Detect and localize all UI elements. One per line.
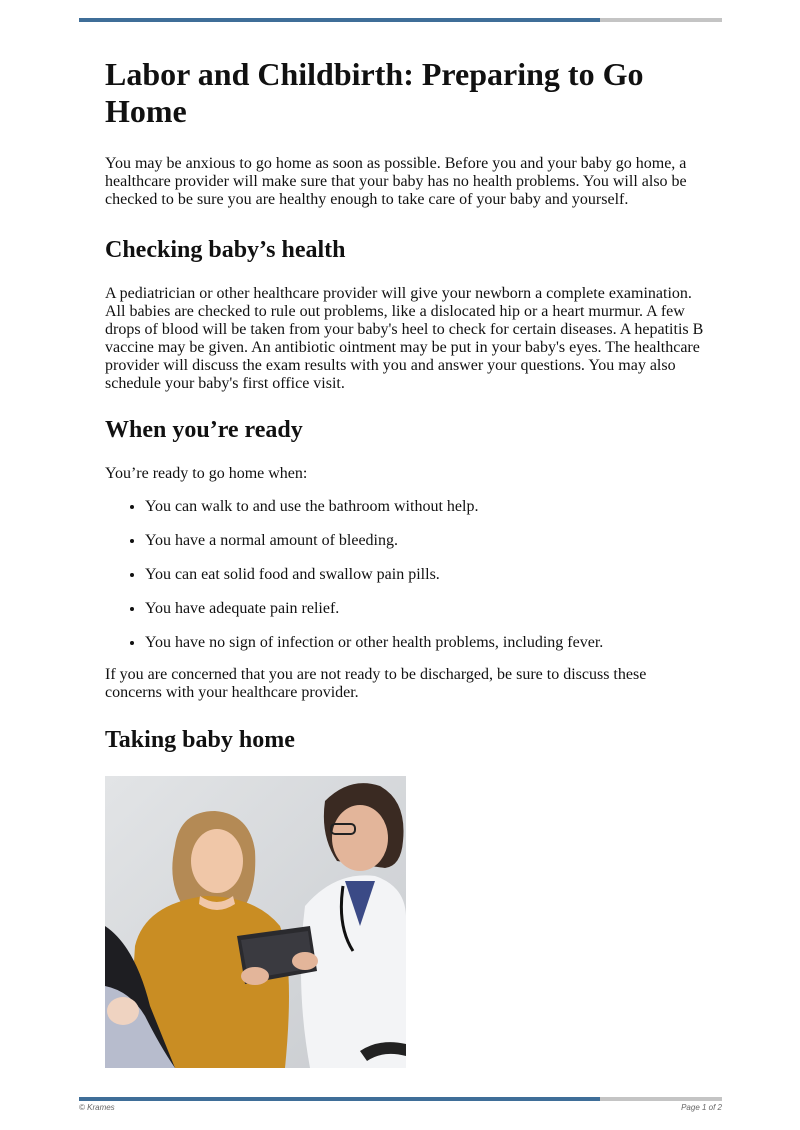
header-rule xyxy=(79,18,722,22)
list-item: • You can walk to and use the bathroom without help. xyxy=(145,498,705,516)
page-title: Labor and Childbirth: Preparing to Go Home xyxy=(105,56,644,129)
section-body-checking: A pediatrician or other healthcare provider will give your newborn a complete examination. All babies are checked to rule out problems, like a dislocated hip or a heart murmur. A few drops of blood will be taken from your baby's heel to check for certain diseases. A hepatitis B vaccine may be given. An antibiotic ointment may be put in your baby's eyes. The healthcare provider will discuss the exam results with you and answer your questions. You may also schedule your baby's first office visit. xyxy=(105,285,704,392)
section-heading-ready: When you’re ready xyxy=(105,417,303,443)
footer-rule-accent xyxy=(79,1097,600,1101)
list-item: • You have adequate pain relief. xyxy=(145,600,705,618)
ready-lead: You’re ready to go home when: xyxy=(105,465,308,482)
photo-illustration xyxy=(105,776,406,1068)
header-rule-accent xyxy=(79,18,600,22)
document-body xyxy=(105,56,705,1068)
footer-page-number: Page 1 of 2 xyxy=(681,1103,722,1112)
list-item: • You have a normal amount of bleeding. xyxy=(145,532,705,550)
intro-paragraph: You may be anxious to go home as soon as possible. Before you and your baby go home, a healthcare provider will make sure that your baby has no health problems. You will also be checked to be sure you are healthy enough to take care of your baby and yourself. xyxy=(105,155,687,208)
ready-checklist xyxy=(105,498,705,652)
list-item: • You can eat solid food and swallow pain pills. xyxy=(145,566,705,584)
list-item: • You have no sign of infection or other health problems, including fever. xyxy=(145,634,705,652)
ready-closing: If you are concerned that you are not ready to be discharged, be sure to discuss these concerns with your healthcare provider. xyxy=(105,666,647,701)
photo-mother-and-provider xyxy=(105,776,406,1068)
section-heading-taking: Taking baby home xyxy=(105,727,295,753)
footer-copyright: © Krames xyxy=(79,1103,115,1112)
section-heading-checking: Checking baby’s health xyxy=(105,237,346,263)
footer-rule xyxy=(79,1097,722,1101)
